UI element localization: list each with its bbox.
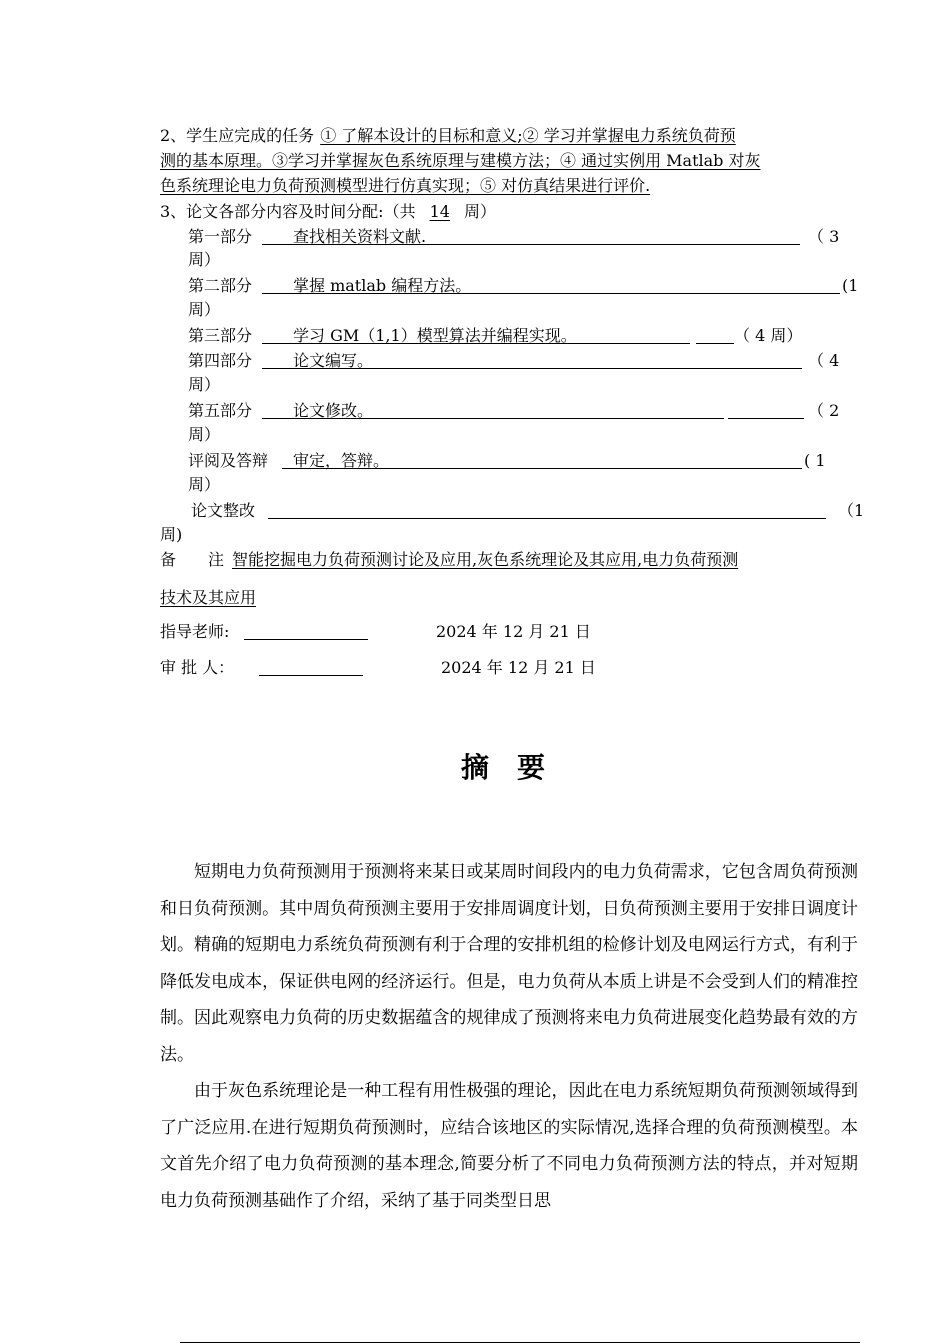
review-content: 审定，答辩。 <box>293 451 390 470</box>
task-text-3: 色系统理论电力负荷预测模型进行仿真实现；⑤ 对仿真结果进行评价. <box>160 176 651 195</box>
part-5-weeks-unit: 周） <box>188 425 221 444</box>
part-5-weeks: （ 2 <box>808 401 840 420</box>
part-2-content: 掌握 matlab 编程方法。 <box>293 276 472 295</box>
part-1-underline <box>262 244 800 245</box>
part-2-underline <box>262 293 840 294</box>
part-5-underline-b <box>728 418 804 419</box>
approver-signature-line <box>259 675 363 676</box>
task-text-2: 测的基本原理。③学习并掌握灰色系统原理与建模方法；④ 通过实例用 Matlab 对灰 <box>160 151 761 170</box>
part-2-weeks-unit: 周） <box>188 300 221 319</box>
revision-weeks: （1 <box>838 501 865 520</box>
schedule-heading-suffix: 周） <box>463 202 496 221</box>
review-weeks-unit: 周） <box>188 475 221 494</box>
part-4-label: 第四部分 <box>188 351 253 370</box>
review-underline <box>282 468 802 469</box>
part-5-label: 第五部分 <box>188 401 253 420</box>
abstract-paragraph-1: 短期电力负荷预测用于预测将来某日或某周时间段内的电力负荷需求，它包含周负荷预测和日负荷预测。其中周负荷预测主要用于安排周调度计划，日负荷预测主要用于安排日调度计划。精确的短期电力系统负荷预测有利于合理的安排机组的检修计划及电网运行方式，有利于降低发电成本，保证供电网的经济运行。但是，电力负荷从本质上讲是不会受到人们的精准控制。因此观察电力负荷的历史数据蕴含的规律成了预测将来电力负荷进展变化趋势最有效的方法。 <box>160 862 858 1065</box>
schedule-heading <box>160 200 496 224</box>
part-4-weeks: （ 4 <box>808 351 840 370</box>
part-2-weeks: (1 <box>842 276 859 295</box>
part-3-underline <box>262 343 690 344</box>
part-5-underline <box>262 418 724 419</box>
advisor-signature-line <box>244 639 368 640</box>
revision-label: 论文整改 <box>191 501 256 520</box>
advisor-date: 2024 年 12 月 21 日 <box>436 622 591 641</box>
part-5-content: 论文修改。 <box>293 401 374 420</box>
approver-label: 审 批 人： <box>160 658 235 677</box>
review-weeks: ( 1 <box>804 451 826 470</box>
approver-date: 2024 年 12 月 21 日 <box>441 658 596 677</box>
part-4-weeks-unit: 周） <box>188 375 221 394</box>
part-1-weeks: （ 3 <box>808 227 840 246</box>
remarks-label: 备 注 <box>160 550 225 569</box>
remarks-text-1: 智能挖掘电力负荷预测讨论及应用,灰色系统理论及其应用,电力负荷预测 <box>232 550 739 569</box>
part-3-weeks: （ 4 周） <box>734 326 803 345</box>
schedule-heading-prefix: 3、论文各部分内容及时间分配:（共 <box>160 202 416 221</box>
part-1-content: 查找相关资料文献. <box>293 227 427 246</box>
revision-weeks-unit: 周) <box>160 525 183 544</box>
task-text-1: ① 了解本设计的目标和意义;② 学习并掌握电力系统负荷预 <box>320 126 736 145</box>
advisor-label: 指导老师: <box>160 622 230 641</box>
part-4-content: 论文编写。 <box>293 351 374 370</box>
abstract-title: 摘要 <box>461 751 574 784</box>
remarks-line-1 <box>160 548 738 572</box>
part-2-label: 第二部分 <box>188 276 253 295</box>
review-label: 评阅及答辩 <box>188 451 269 470</box>
part-4-underline <box>262 368 802 369</box>
abstract-paragraph-2: 由于灰色系统理论是一种工程有用性极强的理论，因此在电力系统短期负荷预测领域得到了广泛应用.在进行短期负荷预测时，应结合该地区的实际情况,选择合理的负荷预测模型。本文首先介绍了电力负荷预测的基本理念,简要分析了不同电力负荷预测方法的特点，并对短期电力负荷预测基础作了介绍，采纳了基于同类型日思 <box>160 1081 858 1211</box>
part-1-label: 第一部分 <box>188 227 253 246</box>
part-3-content: 学习 GM（1,1）模型算法并编程实现。 <box>293 326 577 345</box>
task-label: 2、学生应完成的任务 <box>160 126 315 145</box>
task-line-1 <box>160 124 736 148</box>
remarks-text-2: 技术及其应用 <box>160 588 257 607</box>
abstract-body <box>160 854 858 1219</box>
part-3-underline-b <box>696 343 734 344</box>
part-1-weeks-unit: 周） <box>188 250 221 269</box>
part-3-label: 第三部分 <box>188 326 253 345</box>
revision-underline <box>268 518 826 519</box>
footer-rule <box>180 1342 860 1343</box>
schedule-total-weeks: 14 <box>429 202 450 221</box>
